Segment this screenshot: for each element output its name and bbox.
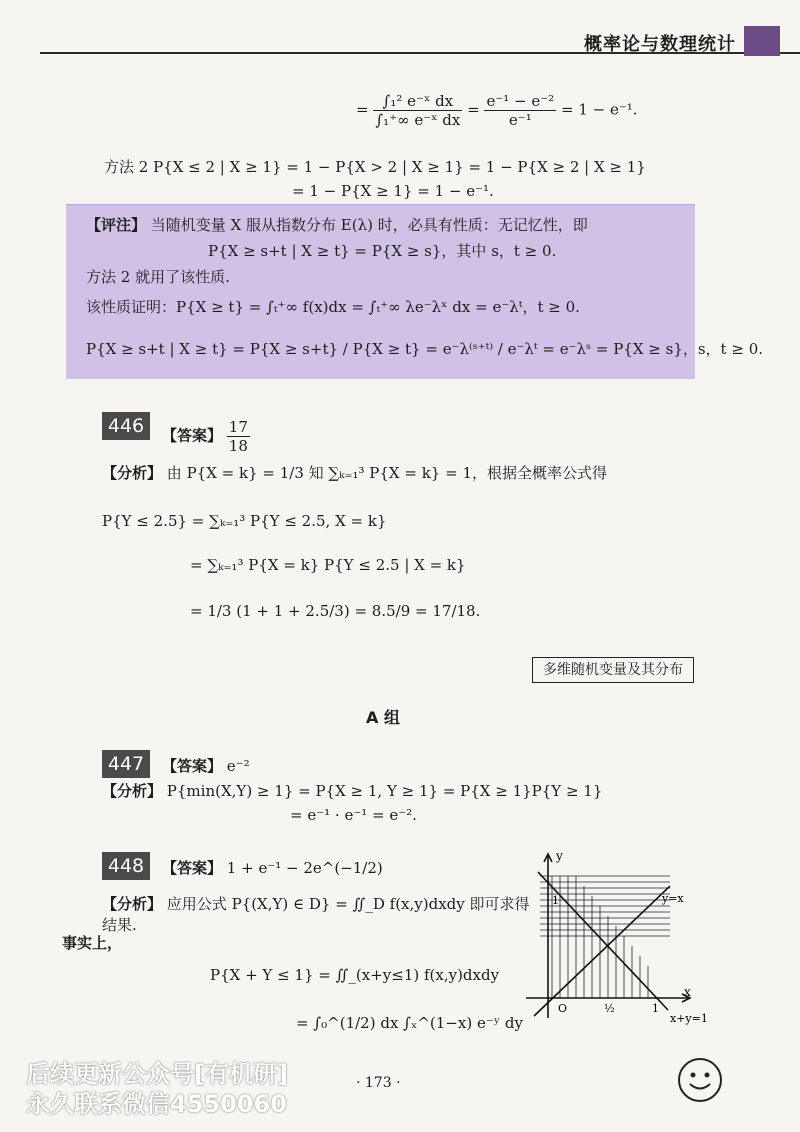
q447-answer: 【答案】 e⁻² bbox=[162, 757, 250, 775]
x-axis-label: x bbox=[684, 985, 691, 999]
q448-step1: P{X + Y ≤ 1} = ∬_(x+y≤1) f(x,y)dxdy bbox=[210, 966, 500, 984]
method2-line2: = 1 − P{X ≥ 1} = 1 − e⁻¹. bbox=[292, 182, 494, 200]
x-tick-1: 1 bbox=[652, 1002, 659, 1015]
q446-answer-fraction: $\frac{17}{18}$ bbox=[228, 418, 248, 455]
remark-line4: 该性质证明：P{X ≥ t} = ∫ₜ⁺∞ f(x)dx = ∫ₜ⁺∞ λe⁻λˣ dx = e⁻λᵗ，t ≥ 0. bbox=[86, 298, 580, 316]
question-number-badge: 446 bbox=[102, 412, 150, 440]
y-axis-label: y bbox=[556, 849, 563, 863]
q448-step2: = ∫₀^(1/2) dx ∫ₓ^(1−x) e⁻ʸ dy bbox=[296, 1014, 523, 1032]
q446-step3: = 1/3 (1 + 1 + 2.5/3) = 8.5/9 = 17/18. bbox=[190, 602, 481, 620]
remark-line1: 【评注】 当随机变量 X 服从指数分布 E(λ) 时，必具有性质：无记忆性，即 bbox=[86, 216, 588, 234]
remark-title: 【评注】 bbox=[86, 216, 147, 234]
q446-analysis: 【分析】 由 P{X = k} = 1/3 知 ∑ₖ₌₁³ P{X = k} = 1，根据全概率公式得 bbox=[102, 464, 607, 482]
q447-step2: = e⁻¹ · e⁻¹ = e⁻². bbox=[290, 806, 417, 824]
watermark-line-1: 后续更新公众号[有机研] bbox=[26, 1060, 288, 1088]
y-tick-1: 1 bbox=[552, 894, 559, 907]
x-tick-half: ½ bbox=[604, 1002, 615, 1015]
method2-line1: 方法 2 P{X ≤ 2 | X ≥ 1} = 1 − P{X > 2 | X ≥ 1} = 1 − P{X ≥ 2 | X ≥ 1} bbox=[104, 158, 646, 176]
remark-line5: P{X ≥ s+t | X ≥ t} = P{X ≥ s+t} / P{X ≥ t} = e⁻λ⁽ˢ⁺ᵗ⁾ / e⁻λᵗ = e⁻λˢ = P{X ≥ s}，s，t ≥ 0. bbox=[86, 340, 763, 358]
question-number-badge: 447 bbox=[102, 750, 150, 778]
watermark-line-2: 永久联系微信4550060 bbox=[26, 1090, 287, 1118]
q448-fact: 事实上， bbox=[62, 934, 123, 952]
page-number: · 173 · bbox=[356, 1075, 401, 1091]
q446-step1: P{Y ≤ 2.5} = ∑ₖ₌₁³ P{Y ≤ 2.5, X = k} bbox=[102, 512, 387, 530]
q448-answer: 【答案】 1 + e⁻¹ − 2e^(−1/2) bbox=[162, 859, 383, 877]
group-heading: A 组 bbox=[366, 708, 400, 727]
line-x-plus-y-label: x+y=1 bbox=[670, 1012, 708, 1025]
line-y-eq-x-label: y=x bbox=[662, 892, 684, 905]
running-header-title: 概率论与数理统计 bbox=[584, 34, 736, 55]
q446-step2: = ∑ₖ₌₁³ P{X = k} P{Y ≤ 2.5 | X = k} bbox=[190, 556, 466, 574]
section-heading-box: 多维随机变量及其分布 bbox=[532, 657, 694, 683]
remark-line3: 方法 2 就用了该性质. bbox=[86, 268, 230, 286]
eq-top-mid-fraction: $\frac{\text{e⁻¹ − e⁻²}}{\text{e⁻¹}}$ bbox=[486, 92, 555, 129]
remark-line2: P{X ≥ s+t | X ≥ t} = P{X ≥ s}，其中 s，t ≥ 0. bbox=[208, 242, 557, 260]
question-number-badge: 448 bbox=[102, 852, 150, 880]
header-color-block bbox=[744, 26, 780, 56]
eq-top: = $\frac{\text{∫₁² e⁻ˣ dx}}{\text{∫₁⁺∞ e⁻ˣ dx}}$ = $\frac{\text{e⁻¹ − e⁻²}}{\text{e⁻¹}}$ = 1 − e⁻¹. bbox=[356, 92, 638, 129]
q448-analysis: 【分析】 应用公式 P{(X,Y) ∈ D} = ∬_D f(x,y)dxdy 即可求得结果. bbox=[102, 895, 530, 934]
origin-label: O bbox=[558, 1002, 568, 1015]
eq-top-integral-fraction: $\frac{\text{∫₁² e⁻ˣ dx}}{\text{∫₁⁺∞ e⁻ˣ dx}}$ bbox=[375, 92, 461, 129]
smiley-icon bbox=[678, 1058, 722, 1102]
q446-answer: 【答案】 $\frac{17}{18}$ bbox=[162, 418, 248, 455]
q447-analysis: 【分析】 P{min(X,Y) ≥ 1} = P{X ≥ 1, Y ≥ 1} = P{X ≥ 1}P{Y ≥ 1} bbox=[102, 782, 603, 800]
region-diagram bbox=[520, 846, 710, 1026]
